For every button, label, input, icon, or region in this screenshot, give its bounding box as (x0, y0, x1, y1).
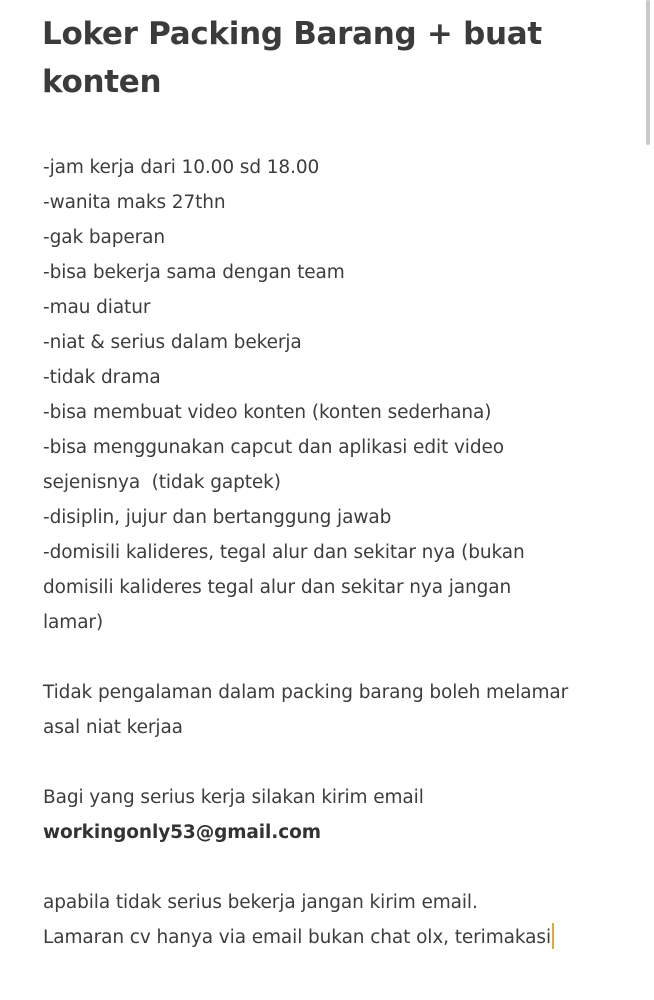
requirement-line: -tidak drama (43, 367, 161, 388)
requirement-line: -bisa bekerja sama dengan team (43, 262, 345, 283)
closing-line: apabila tidak serius bekerja jangan kirim email. (43, 892, 478, 913)
closing-text: Lamaran cv hanya via email bukan chat olx, terimakasi (43, 927, 551, 948)
requirement-line: -mau diatur (43, 297, 151, 318)
requirement-line: -jam kerja dari 10.00 sd 18.00 (43, 157, 320, 178)
paragraph-gap (43, 745, 633, 780)
requirement-line: sejenisnya (tidak gaptek) (43, 472, 281, 493)
requirement-line: -wanita maks 27thn (43, 192, 226, 213)
experience-note-line: Tidak pengalaman dalam packing barang boleh melamar (43, 682, 569, 703)
contact-intro: Bagi yang serius kerja silakan kirim email (43, 787, 424, 808)
requirement-line: -gak baperan (43, 227, 166, 248)
paragraph-gap (43, 640, 633, 675)
requirement-line: -bisa menggunakan capcut dan aplikasi edit video (43, 437, 504, 458)
vertical-scrollbar[interactable] (646, 0, 650, 145)
page-title: Loker Packing Barang + buat konten (42, 16, 542, 100)
contact-email[interactable]: workingonly53@gmail.com (43, 822, 321, 843)
experience-note-line: asal niat kerjaa (43, 717, 183, 738)
text-cursor (552, 923, 554, 949)
job-description (43, 150, 633, 955)
requirement-line: -bisa membuat video konten (konten sederhana) (43, 402, 492, 423)
requirement-line: -disiplin, jujur dan bertanggung jawab (43, 507, 392, 528)
requirement-line: lamar) (43, 612, 104, 633)
paragraph-gap (43, 850, 633, 885)
requirement-line: -niat & serius dalam bekerja (43, 332, 302, 353)
requirement-line: -domisili kalideres, tegal alur dan sekitar nya (bukan (43, 542, 525, 563)
closing-line-last (43, 920, 633, 955)
requirement-line: domisili kalideres tegal alur dan sekitar nya jangan (43, 577, 512, 598)
